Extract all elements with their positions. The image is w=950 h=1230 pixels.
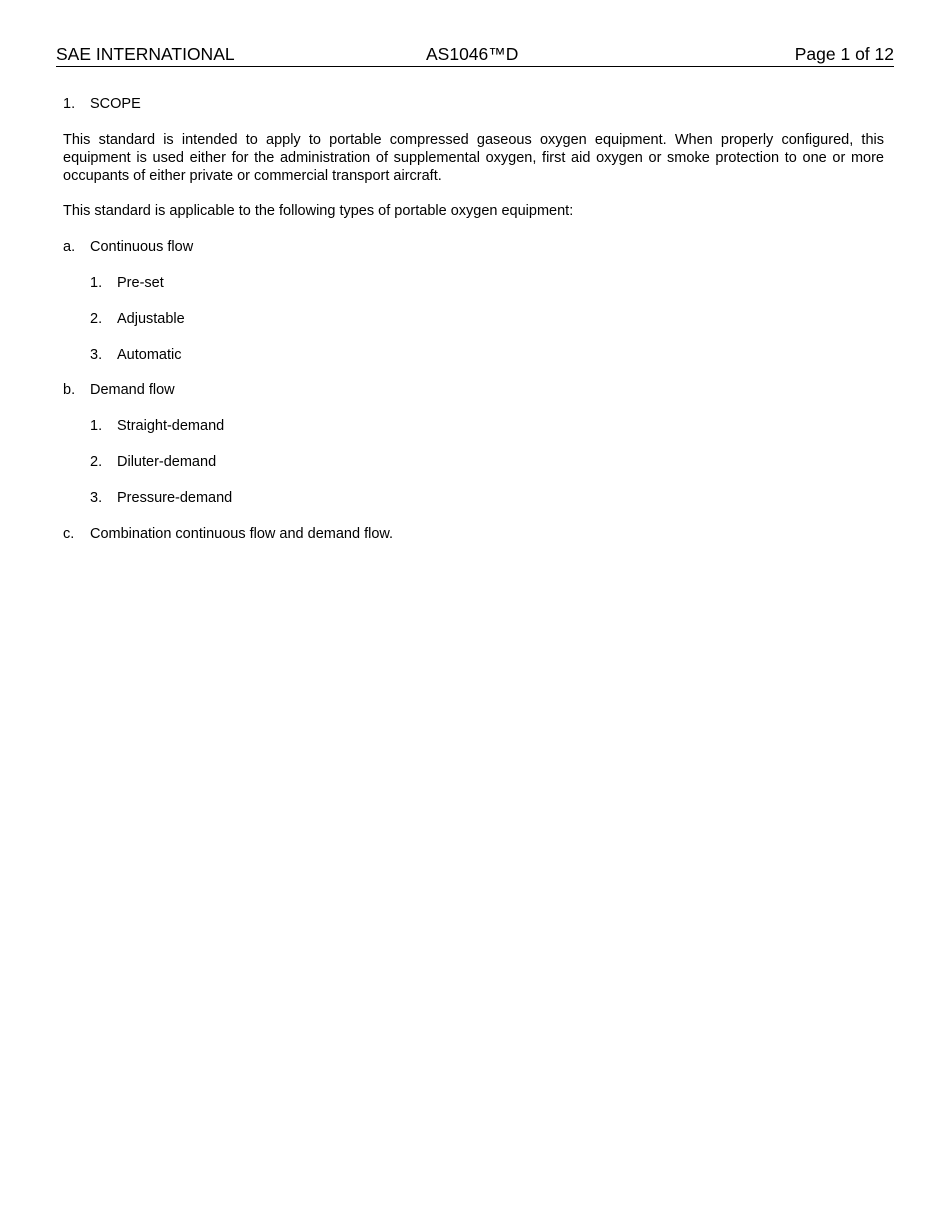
sub-list-label: Pre-set bbox=[117, 275, 164, 291]
section-title: SCOPE bbox=[90, 96, 141, 112]
list-label: Continuous flow bbox=[90, 239, 194, 255]
header-page-number: Page 1 of 12 bbox=[794, 44, 894, 64]
sub-list-marker: 3. bbox=[90, 490, 103, 506]
sub-list-marker: 2. bbox=[90, 454, 103, 470]
sub-list-marker: 1. bbox=[90, 275, 103, 291]
sub-list-label: Straight-demand bbox=[117, 418, 225, 434]
sub-list-label: Diluter-demand bbox=[117, 454, 217, 470]
sub-list-label: Pressure-demand bbox=[117, 490, 233, 506]
list-marker: b. bbox=[63, 382, 76, 398]
sub-list-label: Automatic bbox=[117, 347, 182, 363]
sub-list-marker: 2. bbox=[90, 311, 103, 327]
list-label: Demand flow bbox=[90, 382, 175, 398]
sub-list-label: Adjustable bbox=[117, 311, 185, 327]
page-header bbox=[56, 44, 894, 67]
section-number: 1. bbox=[63, 96, 76, 112]
sub-list-marker: 3. bbox=[90, 347, 103, 363]
list-marker: c. bbox=[63, 526, 75, 542]
scope-paragraph: This standard is intended to apply to portable compressed gaseous oxygen equipment. When properly configured, this equipment is used either for the administration of supplemental oxygen, first aid oxygen or smoke protection to one or more occupants of either private or commercial transport aircraft. bbox=[63, 132, 884, 184]
header-organization: SAE INTERNATIONAL bbox=[56, 44, 235, 64]
sub-list-marker: 1. bbox=[90, 418, 103, 434]
list-marker: a. bbox=[63, 239, 76, 255]
applicability-paragraph: This standard is applicable to the following types of portable oxygen equipment: bbox=[63, 203, 574, 219]
list-label: Combination continuous flow and demand flow. bbox=[90, 526, 394, 542]
header-document-number: AS1046™D bbox=[426, 44, 519, 64]
